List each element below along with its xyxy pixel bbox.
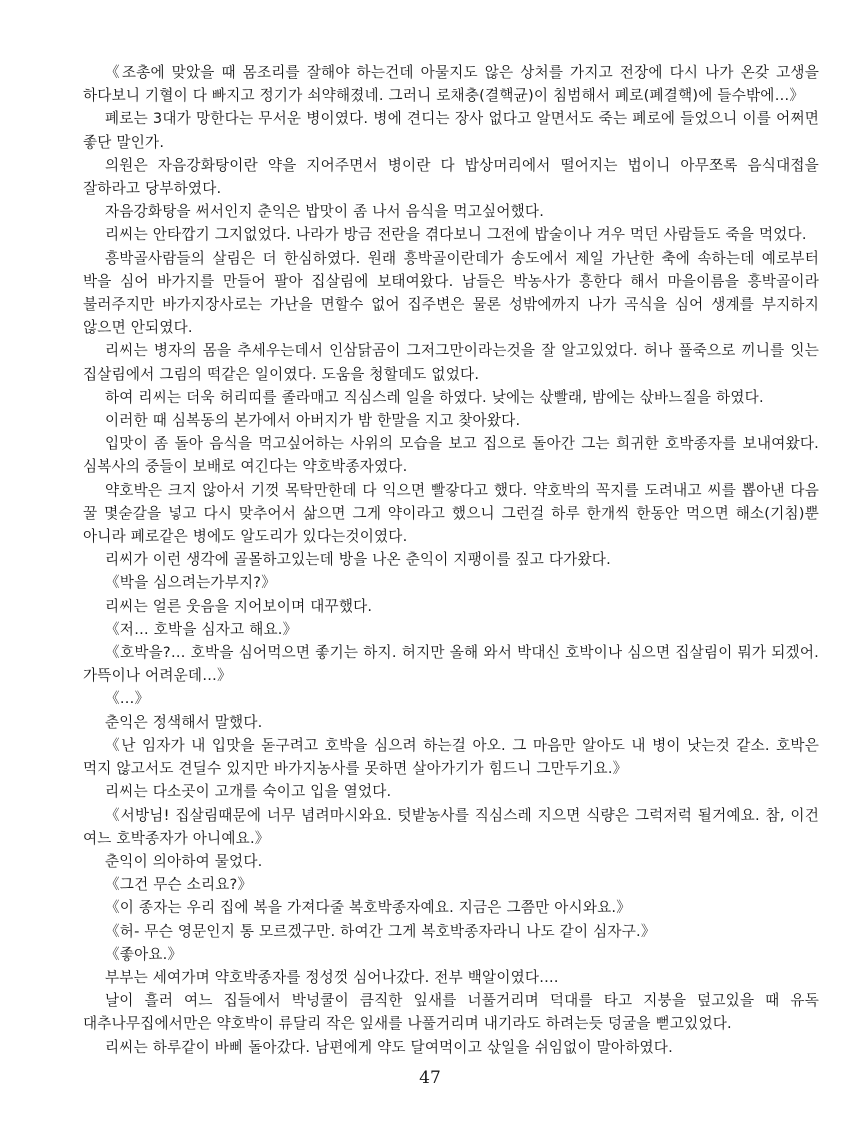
page-number: 47 (419, 1068, 441, 1088)
paragraph: 약호박은 크지 않아서 기껏 목탁만한데 다 익으면 빨갛다고 했다. 약호박의 꼭지를 도려내고 씨를 뽑아낸 다음 꿀 몇숟갈을 넣고 다시 맞추어서 삶으면 그게 약이라고 했으니 그런걸 하루 한개씩 한동안 먹으면 해소(기침)뿐 아니라 폐로같은 병에도 알도리가 있다는것이였다. (83, 481, 819, 546)
dialogue-line: 《호박을?… 호박을 심어먹으면 좋기는 하지. 허지만 올해 와서 박대신 호박이나 심으면 집살림이 뭐가 되겠어. 가뜩이나 어려운데…》 (83, 644, 819, 685)
paragraph: 춘익이 의아하여 물었다. (105, 852, 263, 870)
dialogue-line: 《…》 (105, 690, 150, 708)
paragraph: 이러한 때 심복동의 본가에서 아버지가 밤 한말을 지고 찾아왔다. (105, 412, 521, 430)
dialogue-line: 《좋아요.》 (105, 945, 183, 963)
paragraph: 춘익은 정색해서 말했다. (105, 713, 263, 731)
paragraph: 날이 흘러 여느 집들에서 박넝쿨이 큼직한 잎새를 너풀거리며 덕대를 타고 지붕을 덮고있을 때 유독 대추나무집에서만은 약호박이 류달리 작은 잎새를 나풀거리며 내기라도 하려는듯 덩굴을 뻗고있었다. (83, 992, 819, 1033)
paragraph: 하여 리씨는 더욱 허리띠를 졸라매고 직심스레 일을 하였다. 낮에는 삯빨래, 밤에는 삯바느질을 하였다. (105, 388, 764, 406)
paragraph: 입맛이 좀 돌아 음식을 먹고싶어하는 사위의 모습을 보고 집으로 돌아간 그는 희귀한 호박종자를 보내여왔다. 심복사의 중들이 보배로 여긴다는 약호박종자였다. (83, 435, 819, 476)
dialogue-line: 《이 종자는 우리 집에 복을 가져다줄 복호박종자예요. 지금은 그쯤만 아시와요.》 (105, 899, 632, 917)
dialogue-line: 《난 임자가 내 입맛을 돋구려고 호박을 심으려 하는걸 아오. 그 마음만 알아도 내 병이 낫는것 같소. 호박은 먹지 않고서도 견딜수 있지만 바가지농사를 못하면 살아가기가 힘드니 그만두기요.》 (83, 736, 819, 778)
paragraph: 리씨는 다소곳이 고개를 숙이고 입을 열었다. (105, 783, 392, 801)
paragraph: 리씨는 병자의 몸을 추세우는데서 인삼닭곰이 그저그만이라는것을 잘 알고있었다. 허나 풀죽으로 끼니를 잇는 집살림에서 그림의 떡같은 일이였다. 도움을 청할데도 없었다. (83, 342, 819, 383)
paragraph: 부부는 세여가며 약호박종자를 정성껏 심어나갔다. 전부 백알이였다.… (105, 968, 559, 986)
dialogue-line: 《박을 심으려는가부지?》 (105, 574, 277, 592)
paragraph: 리씨는 안타깝기 그지없었다. 나라가 방금 전란을 겪다보니 그전에 밥술이나 겨우 먹던 사람들도 죽을 먹었다. (105, 226, 807, 244)
paragraph: 《조총에 맞았을 때 몸조리를 잘해야 하는건데 아물지도 않은 상처를 가지고 전장에 다시 나가 온갖 고생을 하다보니 기혈이 다 빠지고 정기가 쇠약해졌네. 그러니 로채충(결핵균)이 침범해서 폐로(폐결핵)에 들수밖에…》 (83, 64, 819, 105)
dialogue-line: 《그건 무슨 소리요?》 (105, 876, 253, 894)
document-body (83, 61, 819, 1059)
paragraph: 리씨는 하루같이 바삐 돌아갔다. 남편에게 약도 달여먹이고 삯일을 쉬임없이 말아하였다. (105, 1038, 673, 1056)
paragraph: 의원은 자음강화탕이란 약을 지어주면서 병이란 다 밥상머리에서 떨어지는 법이니 아무쪼록 음식대접을 잘하라고 당부하였다. (83, 156, 819, 198)
paragraph: 흥박골사람들의 살림은 더 한심하였다. 원래 흥박골이란데가 송도에서 제일 가난한 축에 속하는데 예로부터 박을 심어 바가지를 만들어 팔아 집살림에 보태여왔다. 남들은 박농사가 흥한다 해서 마을이름을 흥박골이라 불러주지만 바가지장사로는 가난을 면할수 없어 집주변은 물론 성밖에까지 나가 곡식을 심어 생계를 부지하지 않으면 안되였다. (83, 249, 819, 337)
dialogue-line: 《저… 호박을 심자고 해요.》 (105, 620, 298, 638)
dialogue-line: 《허- 무슨 영문인지 통 모르겠구만. 하여간 그게 복호박종자라니 나도 같이 심자구.》 (105, 922, 656, 940)
dialogue-line: 《서방님! 집살림때문에 너무 념려마시와요. 텃밭농사를 직심스레 지으면 식량은 그럭저럭 될거예요. 참, 이건 여느 호박종자가 아니예요.》 (83, 806, 819, 847)
paragraph: 폐로는 3대가 망한다는 무서운 병이였다. 병에 견디는 장사 없다고 알면서도 죽는 폐로에 들었으니 이를 어쩌면 좋단 말인가. (83, 110, 819, 151)
paragraph: 리씨가 이런 생각에 골몰하고있는데 방을 나온 춘익이 지팽이를 짚고 다가왔다. (105, 551, 611, 569)
paragraph: 리씨는 얼른 웃음을 지어보이며 대꾸했다. (105, 597, 373, 615)
paragraph: 자음강화탕을 써서인지 춘익은 밥맛이 좀 나서 음식을 먹고싶어했다. (105, 203, 545, 221)
